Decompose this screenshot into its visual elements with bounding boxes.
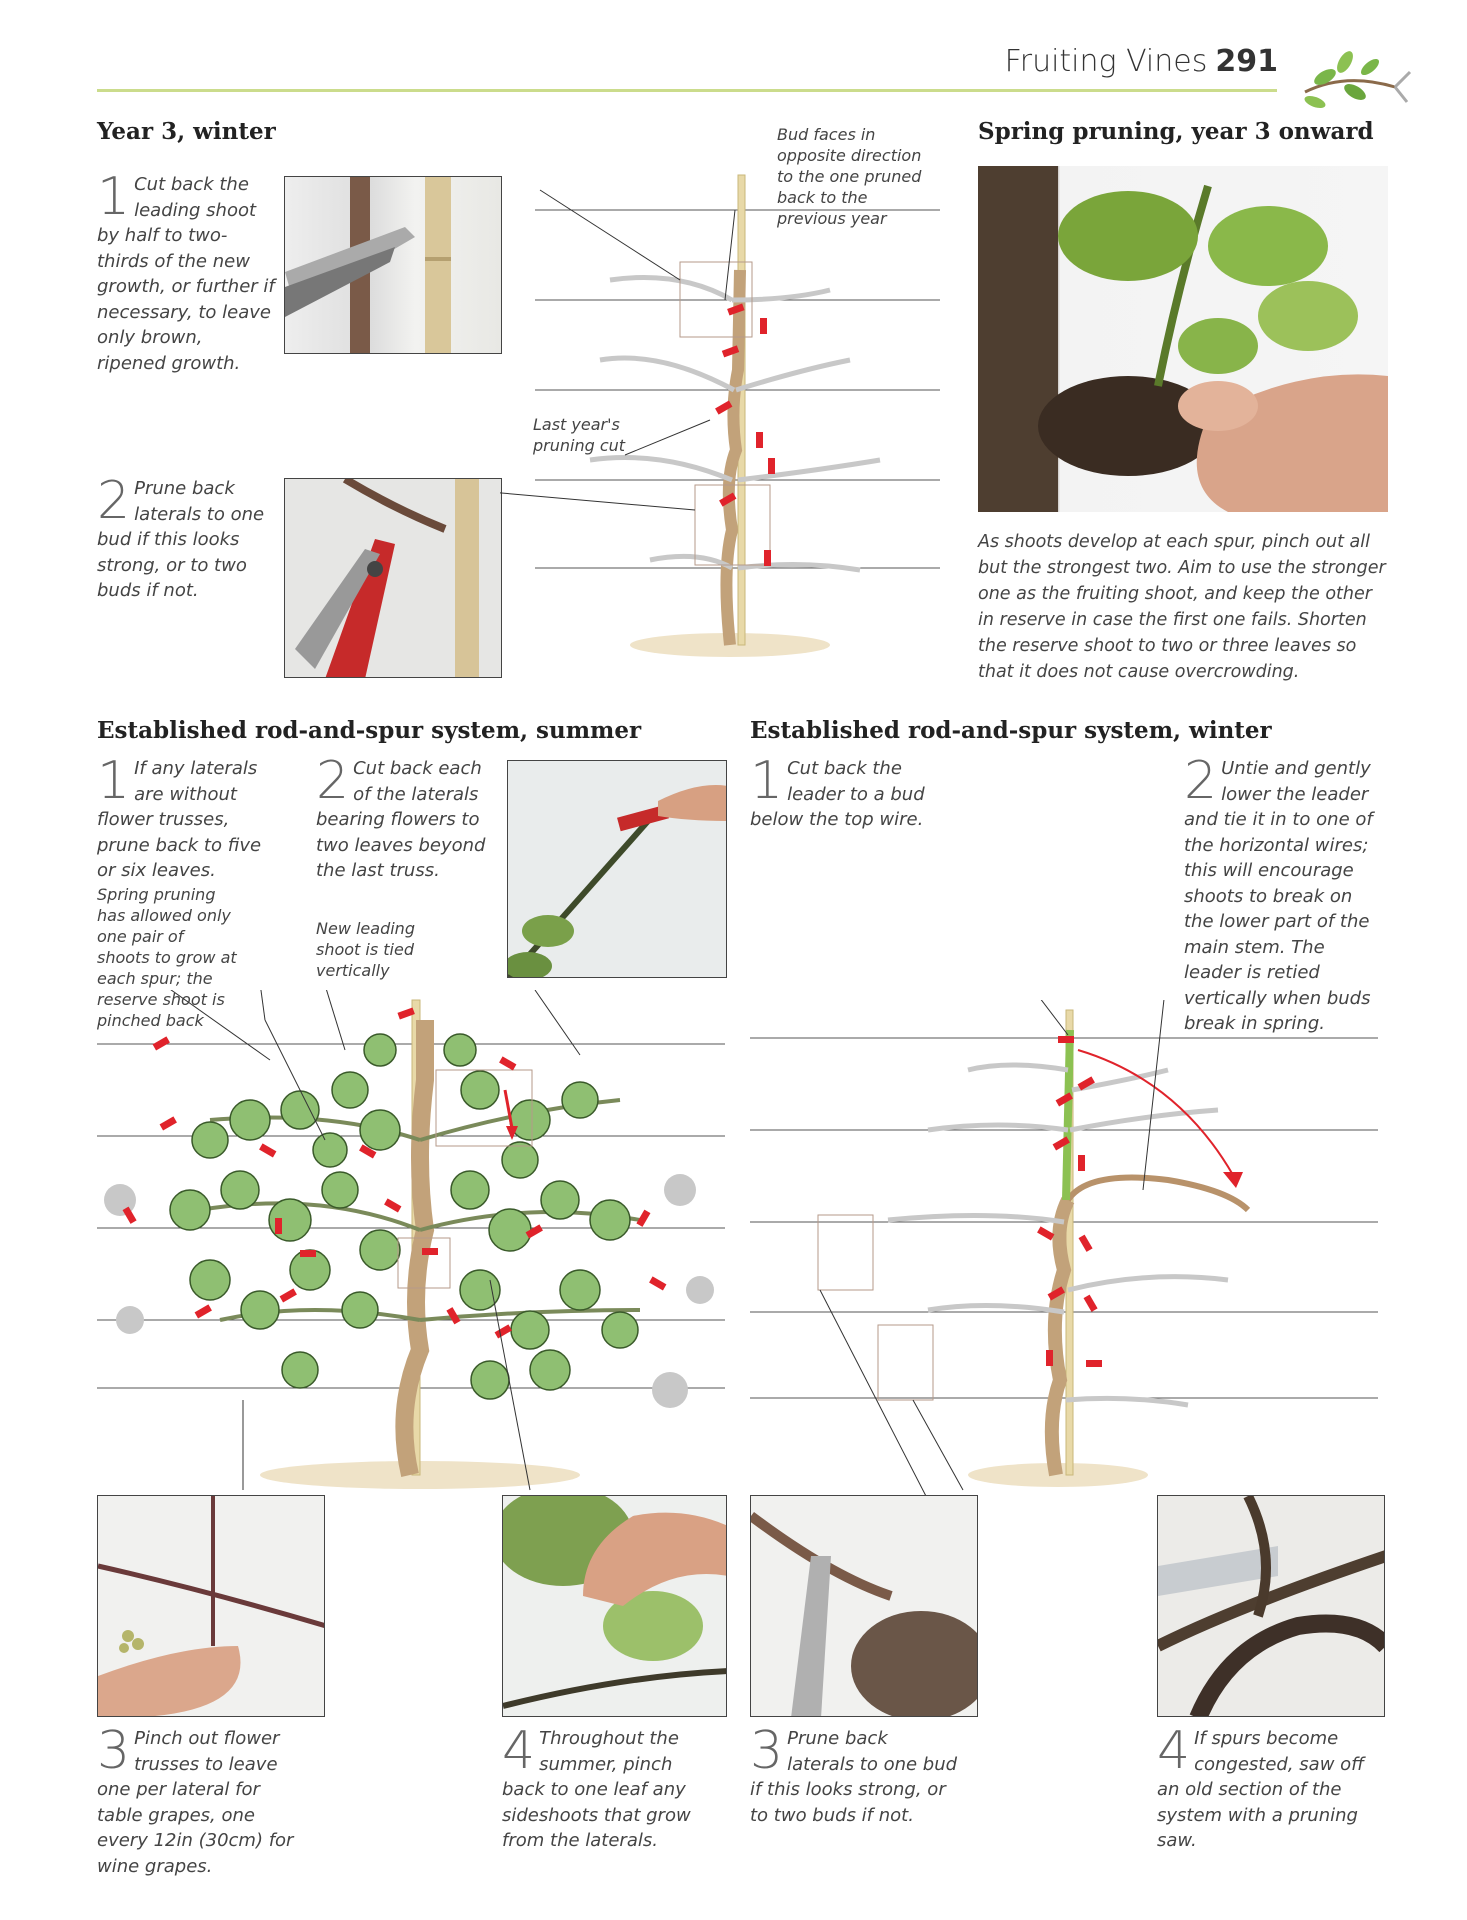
page-number: 291 [1215, 44, 1278, 79]
year3-step2 [97, 471, 267, 604]
step-text: Cut back each of the laterals bearing flowers to two leaves beyond the last truss. [316, 758, 486, 881]
spring-title: Spring pruning, year 3 onward [978, 118, 1374, 145]
step-number: 4 [1157, 1721, 1191, 1781]
step-text: Pinch out flower trusses to leave one per lateral for table grapes, one every 12in (30cm) for wine grapes. [97, 1728, 294, 1877]
photo-cut-laterals [507, 760, 727, 978]
summer-spring-note: Spring pruning has allowed only one pair of shoots to grow at each spur; the reserve shoot is pinched back [97, 885, 237, 1030]
step-text: If spurs become congested, saw off an old section of the system with a pruning saw. [1157, 1728, 1365, 1851]
summer-leading-note: New leading shoot is tied vertically [316, 919, 415, 980]
vine-sprig-icon [1295, 32, 1415, 122]
step-number: 2 [316, 751, 350, 811]
header-rule [97, 89, 1277, 92]
spring-caption: As shoots develop at each spur, pinch out all but the strongest two. Aim to use the stronger one as the fruiting shoot, and keep the other in reserve in case the first one fails. Shorten the reserve shoot to two or three leaves so that it does not cause overcrowding. [978, 532, 1386, 682]
step-number: 2 [1184, 751, 1218, 811]
step-number: 3 [750, 1721, 784, 1781]
step-text: If any laterals are without flower trusses, prune back to five or six leaves. [97, 758, 262, 881]
running-header [1005, 44, 1278, 79]
step-text: Cut back the leading shoot by half to two-thirds of the new growth, or further if necessary, to leave only brown, ripened growth. [97, 174, 275, 374]
year3-title: Year 3, winter [97, 118, 276, 145]
winter-title: Established rod-and-spur system, winter [750, 717, 1272, 744]
photo-spring-pinching [978, 166, 1388, 512]
winter-step1 [750, 751, 930, 833]
summer-step1 [97, 751, 285, 884]
winter-vine-diagram [748, 1000, 1388, 1500]
summer-step3 [97, 1721, 307, 1879]
photo-winter-cut-laterals [750, 1495, 978, 1717]
photo-pruning-saw [1157, 1495, 1385, 1717]
step-number: 1 [97, 167, 131, 227]
photo-pinch-sideshoots [502, 1495, 727, 1717]
step-text: Prune back laterals to one bud if this looks strong, or to two buds if not. [750, 1728, 958, 1826]
winter-step4 [1157, 1721, 1382, 1854]
step-text: Cut back the leader to a bud below the top wire. [750, 758, 925, 830]
step-number: 1 [750, 751, 784, 811]
step-number: 3 [97, 1721, 131, 1781]
step-text: Throughout the summer, pinch back to one leaf any sideshoots that grow from the laterals. [502, 1728, 691, 1851]
winter-step3 [750, 1721, 960, 1828]
section-title: Fruiting Vines [1004, 44, 1208, 79]
step-text: Prune back laterals to one bud if this looks strong, or to two buds if not. [97, 478, 265, 601]
photo-cut-leading-shoot [284, 176, 502, 354]
step-number: 1 [97, 751, 131, 811]
summer-title: Established rod-and-spur system, summer [97, 717, 642, 744]
year3-vine-diagram [500, 150, 950, 680]
last-cut-note: Last year's pruning cut [533, 415, 626, 455]
photo-prune-laterals [284, 478, 502, 678]
summer-step4 [502, 1721, 702, 1854]
year3-step1 [97, 167, 275, 376]
step-number: 4 [502, 1721, 536, 1781]
winter-step2 [1184, 751, 1380, 1037]
photo-pinch-trusses [97, 1495, 325, 1717]
step-text: Untie and gently lower the leader and tie it in to one of the horizontal wires; this will encourage shoots to break on the lower part of the main stem. The leader is retied vertically when buds break in spring. [1184, 758, 1373, 1034]
summer-step2 [316, 751, 486, 884]
summer-vine-diagram [80, 990, 730, 1510]
bud-note: Bud faces in opposite direction to the one pruned back to the previous year [777, 125, 922, 228]
step-number: 2 [97, 471, 131, 531]
